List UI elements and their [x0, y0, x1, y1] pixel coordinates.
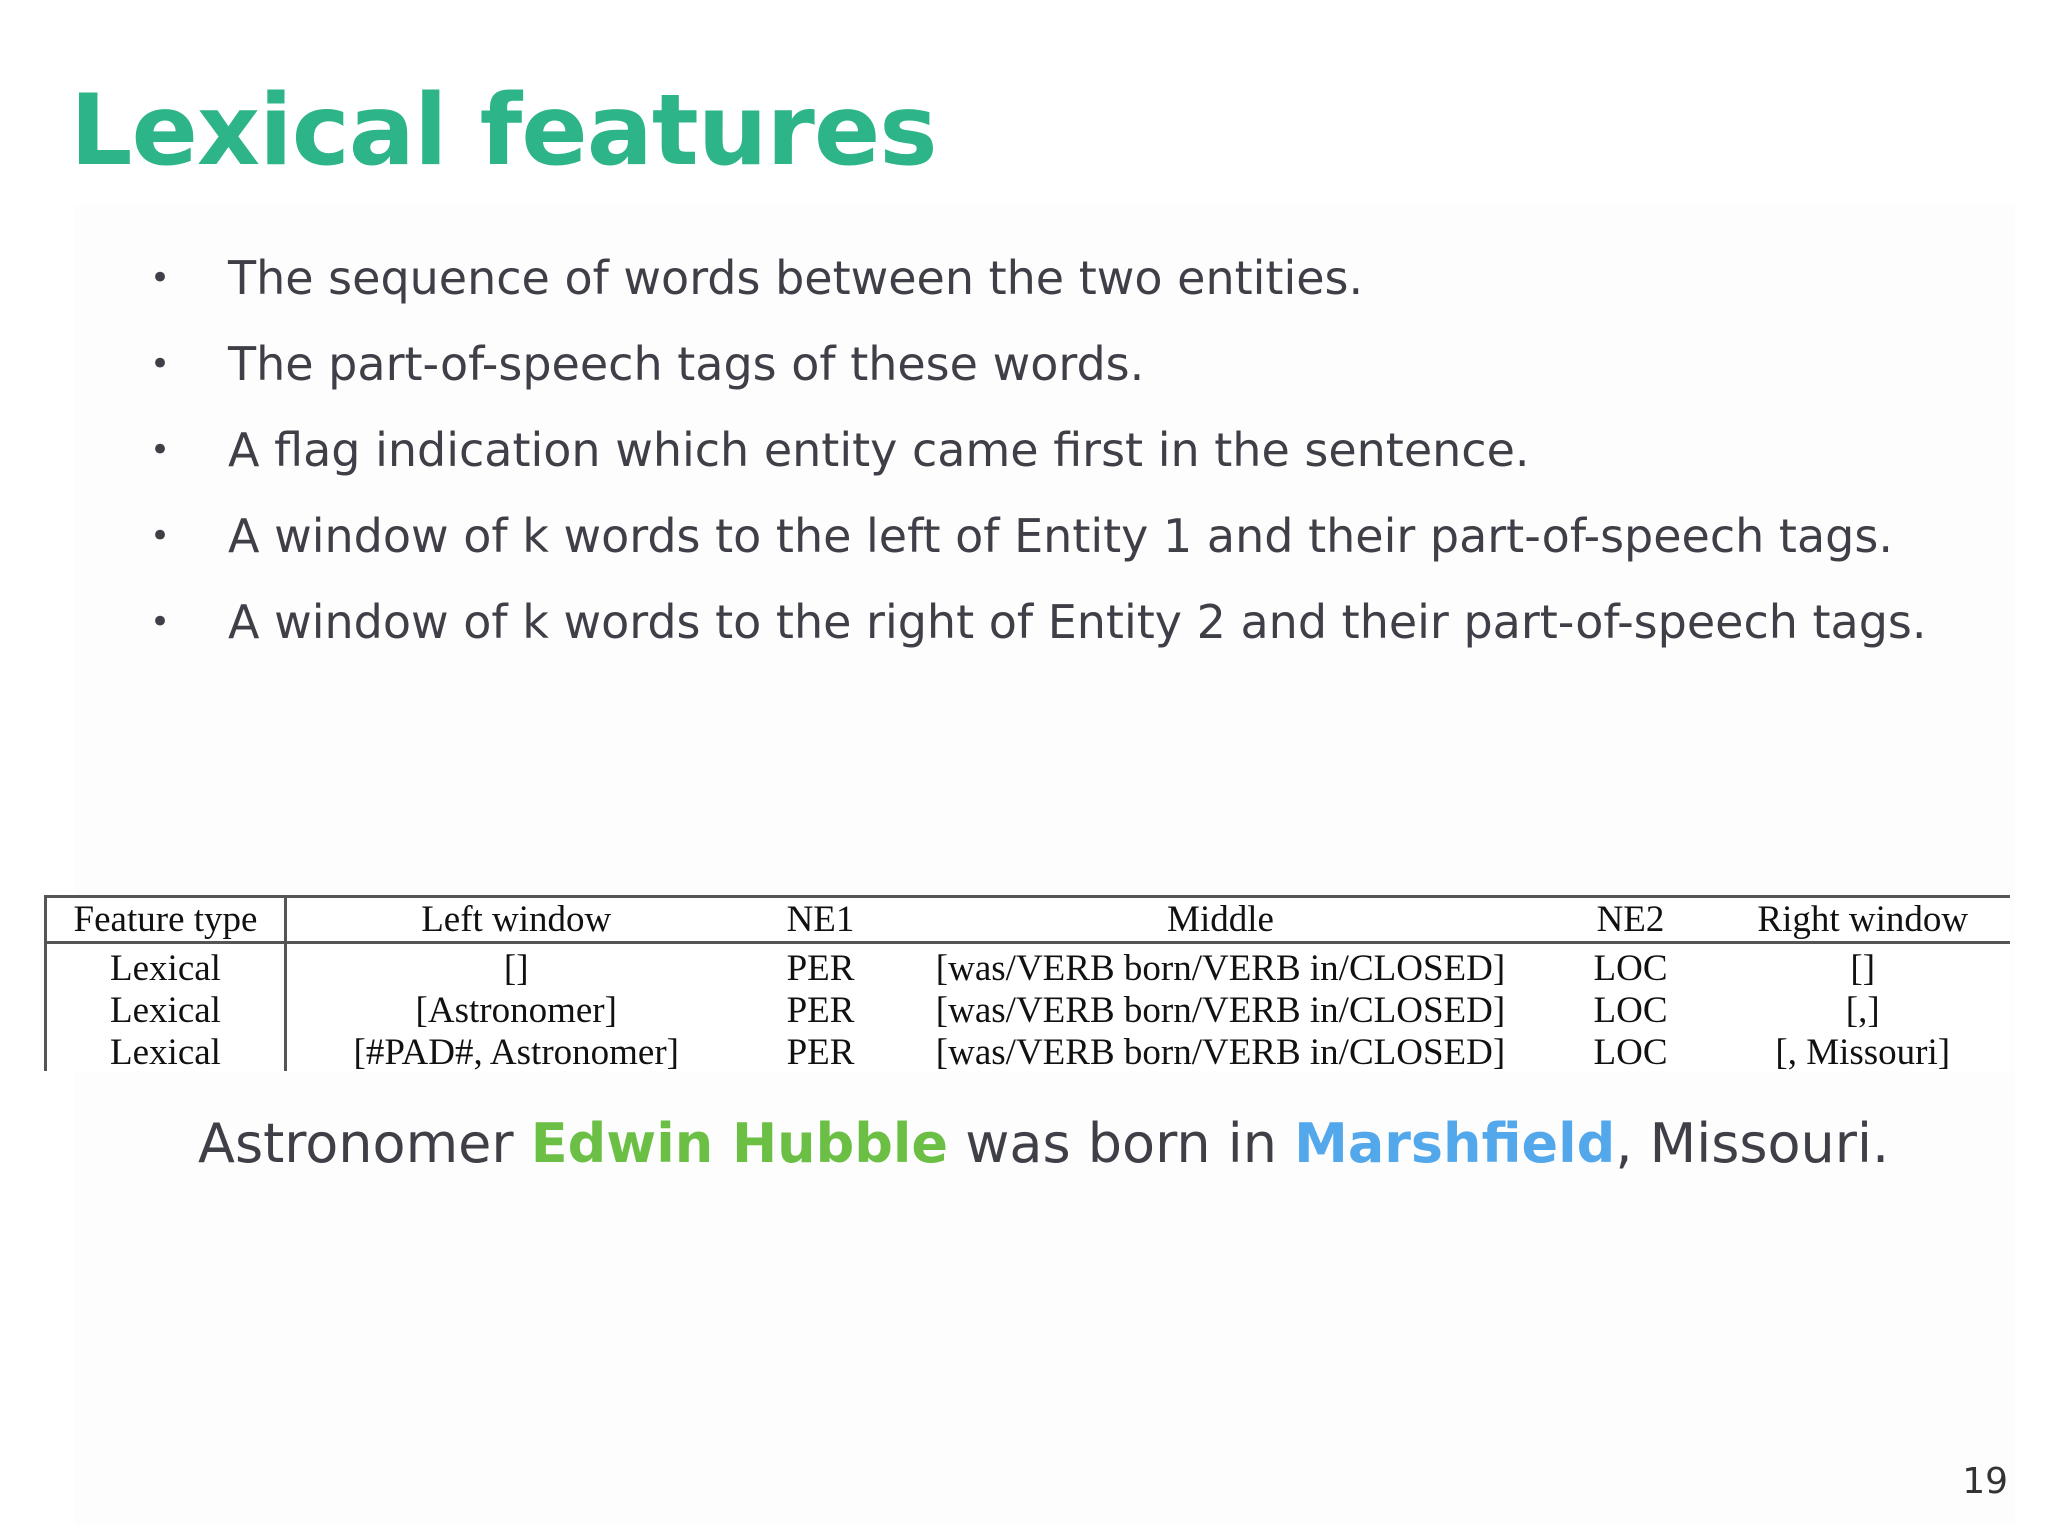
cell-left-window: []	[503, 948, 529, 989]
table-row	[46, 943, 2011, 991]
cell-ne2: LOC	[1593, 990, 1668, 1031]
cell-right-window: [, Missouri]	[1716, 1032, 2011, 1071]
entity1-highlight: Edwin Hubble	[530, 1112, 949, 1175]
cell-feature-type: Lexical	[46, 943, 286, 991]
cell-ne2: LOC	[1593, 948, 1668, 989]
bullet-item	[150, 579, 1927, 665]
bullet-text: The part-of-speech tags of these words.	[228, 337, 1145, 391]
bullet-item	[150, 321, 1927, 407]
header-left-window: Left window	[286, 897, 746, 943]
bullet-item	[150, 235, 1927, 321]
bullet-item	[150, 407, 1927, 493]
bullet-text: The sequence of words between the two entities.	[228, 251, 1364, 305]
cell-middle: [was/VERB born/VERB in/CLOSED]	[935, 1032, 1506, 1071]
cell-ne1: PER	[786, 990, 855, 1031]
header-ne2: NE2	[1546, 897, 1716, 943]
bullet-text: A window of k words to the right of Entity 2 and their part-of-speech tags.	[228, 595, 1927, 649]
bullet-icon: •	[150, 602, 171, 642]
cell-feature-type: Lexical	[46, 1032, 286, 1071]
bullet-text: A flag indication which entity came first in the sentence.	[228, 423, 1530, 477]
cell-right-window: [,]	[1716, 990, 2011, 1032]
feature-bullet-list	[150, 235, 1927, 665]
cell-left-window: [#PAD#, Astronomer]	[353, 1032, 679, 1071]
example-middle: was born in	[948, 1112, 1295, 1175]
cell-left-window: [Astronomer]	[415, 990, 617, 1031]
cell-ne2: LOC	[1593, 1032, 1668, 1071]
slide-title: Lexical features	[70, 74, 937, 188]
page-number: 19	[1962, 1461, 2008, 1502]
example-sentence	[198, 1112, 1889, 1175]
header-right-window: Right window	[1716, 897, 2011, 943]
example-after: , Missouri.	[1615, 1112, 1890, 1175]
feature-table-image	[44, 895, 2010, 1071]
cell-middle: [was/VERB born/VERB in/CLOSED]	[935, 948, 1506, 989]
bullet-icon: •	[150, 258, 171, 298]
header-middle: Middle	[896, 897, 1546, 943]
header-ne1: NE1	[746, 897, 896, 943]
header-feature-type: Feature type	[46, 897, 286, 943]
cell-ne1: PER	[786, 948, 855, 989]
bullet-item	[150, 493, 1927, 579]
cell-middle: [was/VERB born/VERB in/CLOSED]	[935, 990, 1506, 1031]
cell-feature-type: Lexical	[46, 990, 286, 1032]
bullet-icon: •	[150, 516, 171, 556]
cell-ne1: PER	[786, 1032, 855, 1071]
bullet-icon: •	[150, 430, 171, 470]
feature-table	[44, 895, 2010, 1071]
table-header-row	[46, 897, 2011, 943]
table-row	[46, 990, 2011, 1032]
bullet-icon: •	[150, 344, 171, 384]
bullet-text: A window of k words to the left of Entity 1 and their part-of-speech tags.	[228, 509, 1893, 563]
table-row	[46, 1032, 2011, 1071]
example-before: Astronomer	[198, 1112, 531, 1175]
entity2-highlight: Marshfield	[1294, 1112, 1616, 1175]
cell-right-window: []	[1716, 943, 2011, 991]
